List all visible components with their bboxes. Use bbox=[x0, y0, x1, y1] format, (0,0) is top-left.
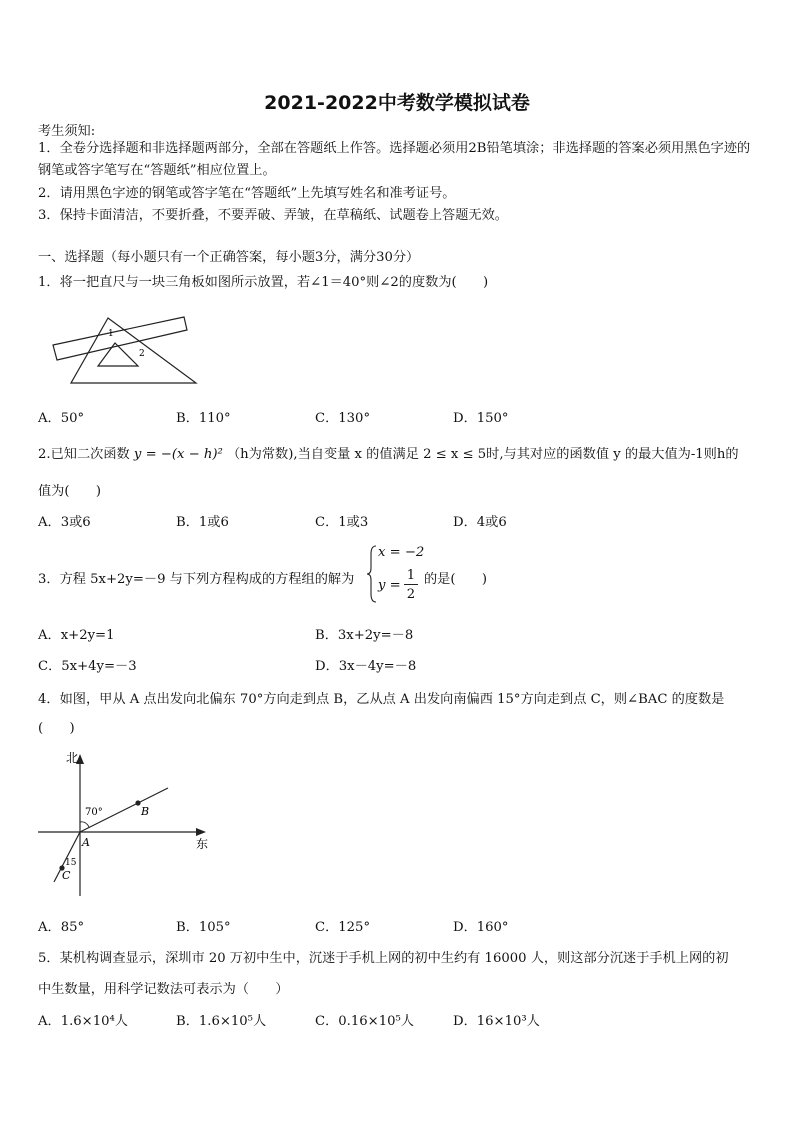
question-1-figure bbox=[48, 310, 208, 390]
question-3-stem: 3．方程 5x+2y=－9 与下列方程构成的方程组的解为 bbox=[38, 572, 355, 587]
figure-label-east: 东 bbox=[196, 837, 209, 851]
question-1-option-c[interactable]: C．130° bbox=[315, 411, 371, 426]
section-heading: 一、选择题（每小题只有一个正确答案，每小题3分，满分30分） bbox=[38, 250, 420, 265]
question-5-option-c[interactable]: C．0.16×10⁵人 bbox=[315, 1014, 414, 1029]
question-1-option-a[interactable]: A．50° bbox=[38, 411, 85, 426]
question-2-option-a[interactable]: A．3或6 bbox=[38, 515, 91, 530]
question-3-fraction-bar bbox=[404, 584, 418, 585]
notice-heading: 考生须知: bbox=[38, 124, 96, 139]
figure-label-angle-70: 70° bbox=[85, 807, 103, 818]
question-3-system-x: x = −2 bbox=[378, 545, 425, 560]
question-4-option-a[interactable]: A．85° bbox=[38, 920, 85, 935]
question-2-stem-continued: 值为( ) bbox=[38, 484, 102, 499]
question-2-option-b[interactable]: B．1或6 bbox=[176, 515, 229, 530]
figure-label-b: B bbox=[141, 805, 150, 818]
figure-label-c: C bbox=[62, 869, 71, 882]
question-2-stem-a: 2.已知二次函数 bbox=[38, 447, 130, 462]
figure-label-angle-15: 15 bbox=[65, 858, 77, 868]
question-4-option-c[interactable]: C．125° bbox=[315, 920, 371, 935]
question-4-stem: 4．如图，甲从 A 点出发向北偏东 70°方向走到点 B，乙从点 A 出发向南偏西 15°方向走到点 C，则∠BAC 的度数是 bbox=[38, 692, 725, 707]
question-5-option-b[interactable]: B．1.6×10⁵人 bbox=[176, 1014, 267, 1029]
question-2-stem-b: （h为常数),当自变量 x 的值满足 2 ≤ x ≤ 5时,与其对应的函数值 y 的最大值为-1则h的 bbox=[227, 447, 739, 462]
notice-item-3: 3．保持卡面清洁，不要折叠，不要弄破、弄皱，在草稿纸、试题卷上答题无效。 bbox=[38, 208, 508, 223]
question-1-option-b[interactable]: B．110° bbox=[176, 411, 231, 426]
question-5-stem: 5．某机构调查显示，深圳市 20 万初中生中，沉迷于手机上网的初中生约有 16000 人，则这部分沉迷于手机上网的初 bbox=[38, 951, 729, 966]
question-5-stem-continued: 中生数量，用科学记数法可表示为（ ） bbox=[38, 982, 289, 997]
question-3-option-b[interactable]: B．3x+2y=－8 bbox=[315, 628, 414, 643]
figure-label-angle-1: 1 bbox=[108, 329, 114, 339]
question-1-stem: 1．将一把直尺与一块三角板如图所示放置，若∠1＝40°则∠2的度数为( ) bbox=[38, 275, 489, 290]
question-3-fraction-denominator: 2 bbox=[406, 587, 416, 602]
question-3-stem-end: 的是( ) bbox=[424, 572, 488, 587]
figure-label-angle-2: 2 bbox=[139, 349, 145, 359]
question-5-option-d[interactable]: D．16×10³人 bbox=[453, 1014, 540, 1029]
notice-item-1: 1．全卷分选择题和非选择题两部分，全部在答题纸上作答。选择题必须用2B铅笔填涂；非选择题的答案必须用黑色字迹的钢笔或答字笔写在“答题纸”相应位置上。 bbox=[38, 141, 751, 178]
notice-item-2: 2．请用黑色字迹的钢笔或答字笔在“答题纸”上先填写姓名和准考证号。 bbox=[38, 186, 456, 201]
question-1-option-d[interactable]: D．150° bbox=[453, 411, 509, 426]
question-2-formula: y = −(x − h)² bbox=[133, 447, 223, 462]
question-2-option-c[interactable]: C．1或3 bbox=[315, 515, 369, 530]
figure-label-a: A bbox=[82, 836, 90, 849]
question-3-option-d[interactable]: D．3x－4y=－8 bbox=[315, 659, 417, 674]
question-2-stem bbox=[38, 443, 739, 462]
question-3-fraction-numerator: 1 bbox=[406, 568, 416, 583]
question-3-option-a[interactable]: A．x+2y=1 bbox=[38, 628, 115, 643]
exam-title: 2021-2022中考数学模拟试卷 bbox=[264, 92, 530, 114]
figure-label-north: 北 bbox=[66, 751, 79, 765]
question-3-brace bbox=[366, 544, 378, 604]
question-5-option-a[interactable]: A．1.6×10⁴人 bbox=[38, 1014, 128, 1029]
question-3-system-y: y = bbox=[378, 578, 401, 593]
question-3-option-c[interactable]: C．5x+4y=－3 bbox=[38, 659, 137, 674]
question-4-option-b[interactable]: B．105° bbox=[176, 920, 231, 935]
question-4-stem-continued: ( ) bbox=[38, 721, 75, 736]
question-2-option-d[interactable]: D．4或6 bbox=[453, 515, 507, 530]
question-4-option-d[interactable]: D．160° bbox=[453, 920, 509, 935]
question-4-figure bbox=[36, 748, 216, 900]
